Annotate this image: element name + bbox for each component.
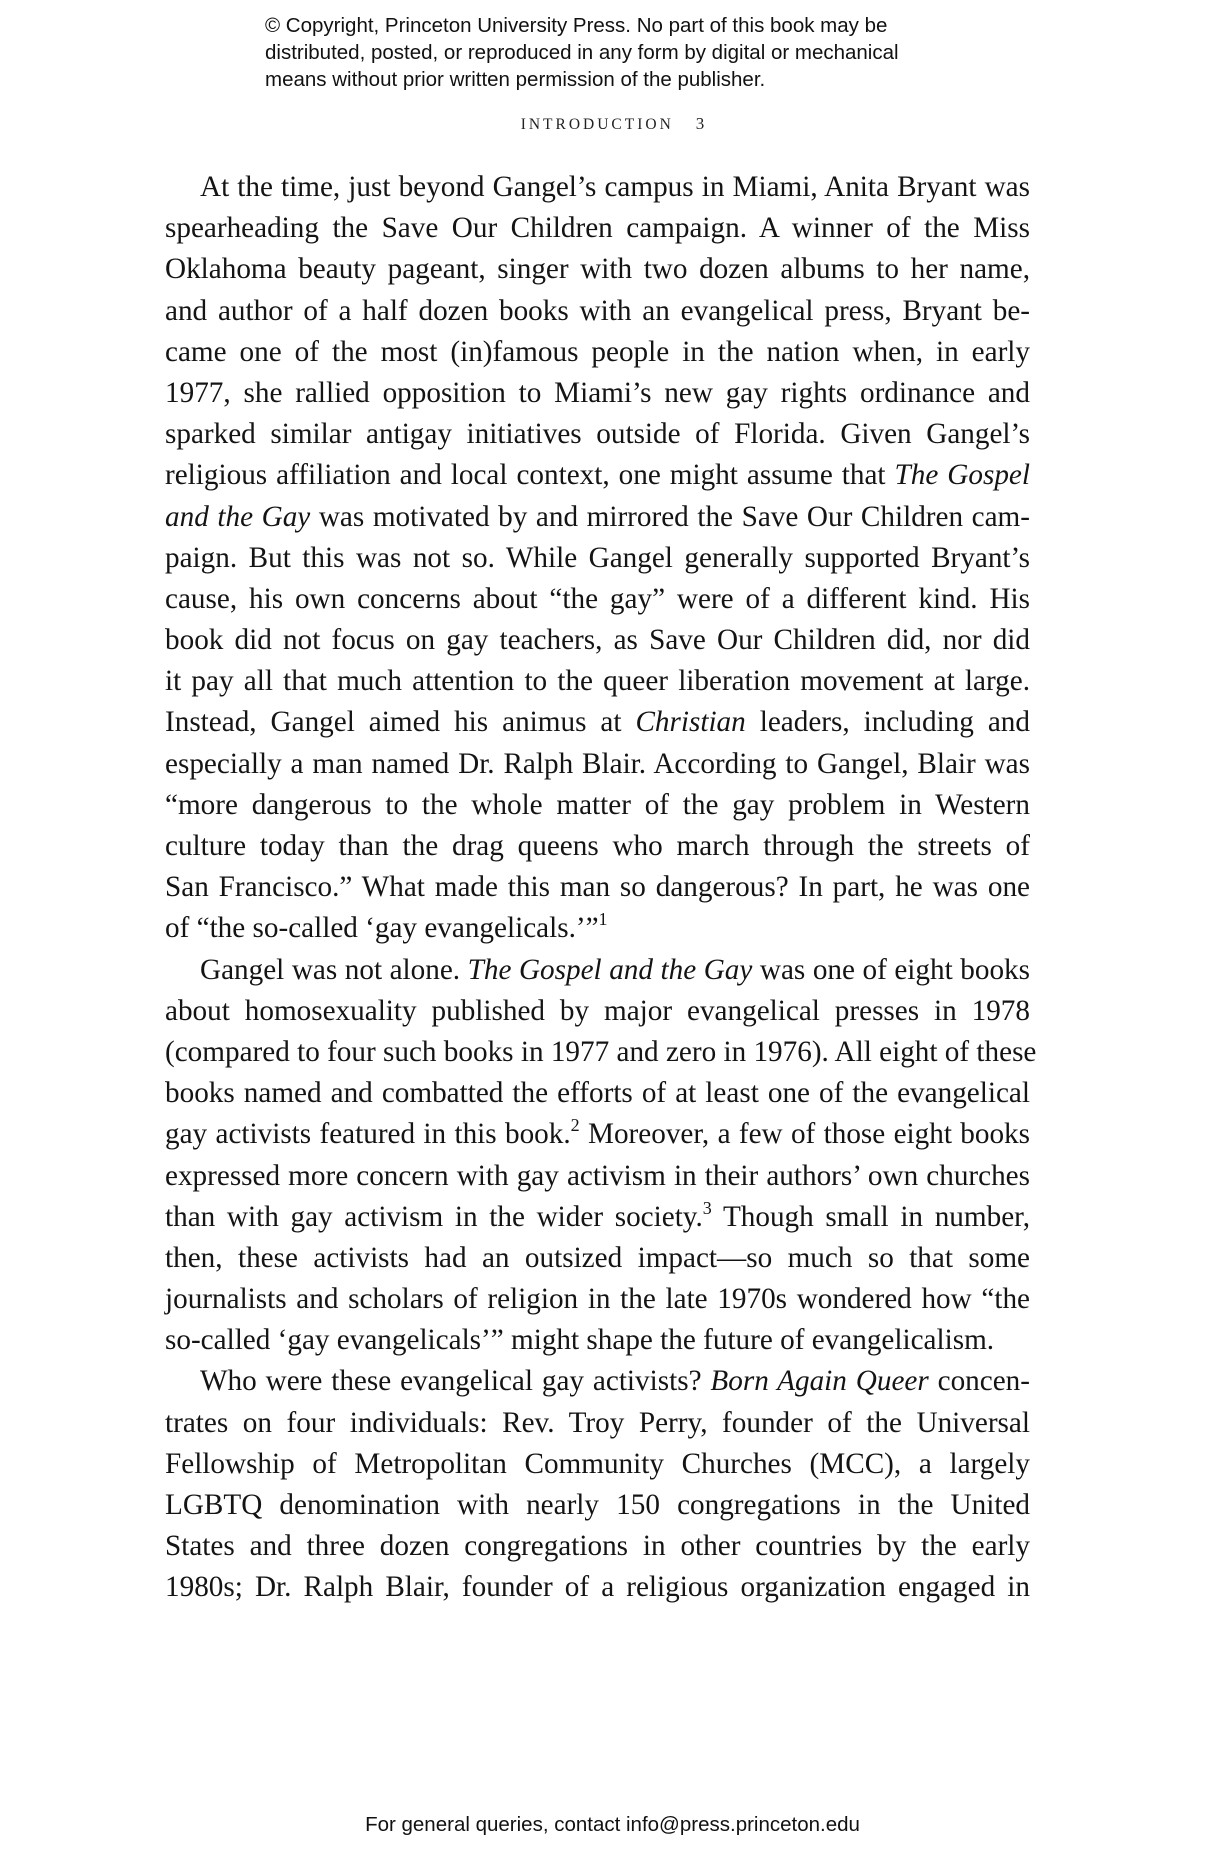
copyright-line: means without prior written permission of the publisher. — [265, 68, 766, 91]
footer-contact: For general queries, contact info@press.princeton.edu — [365, 1813, 860, 1836]
text-line: Fellowship of Metropolitan Community Churches (MCC), a largely — [165, 1447, 1030, 1480]
footnote-marker[interactable]: 1 — [598, 909, 608, 930]
text-line: Instead, Gangel aimed his animus at Christian leaders, including and — [165, 706, 1030, 739]
text-line: sparked similar antigay initiatives outside of Florida. Given Gangel’s — [165, 418, 1030, 451]
text-line: and the Gay was motivated by and mirrored the Save Our Children cam- — [165, 500, 1030, 533]
text-line: Gangel was not alone. The Gospel and the Gay was one of eight books — [200, 953, 1030, 986]
copyright-line: © Copyright, Princeton University Press. No part of this book may be — [265, 14, 888, 37]
book-title: Born Again Queer — [710, 1365, 929, 1398]
footnote-marker[interactable]: 3 — [702, 1197, 712, 1218]
text-line: it pay all that much attention to the queer liberation movement at large. — [165, 665, 1030, 698]
text-line: gay activists featured in this book.$^2$ Moreover, a few of those eight books — [165, 1115, 1031, 1151]
text-line: than with gay activism in the wider society.$^3$ Though small in number, — [165, 1197, 1030, 1233]
emphasis: Christian — [635, 706, 746, 739]
text-line: about homosexuality published by major evangelical presses in 1978 — [165, 994, 1030, 1027]
text-line: so-called ‘gay evangelicals’” might shape the future of evangelicalism. — [165, 1324, 995, 1357]
text-line: especially a man named Dr. Ralph Blair. According to Gangel, Blair was — [165, 747, 1030, 780]
running-head — [0, 114, 1225, 134]
text-line: Who were these evangelical gay activists? Born Again Queer concen- — [200, 1365, 1030, 1398]
book-title: and the Gay — [165, 500, 311, 533]
copyright-notice — [265, 12, 1005, 93]
text-line: States and three dozen congregations in other countries by the early — [165, 1530, 1030, 1563]
text-line: culture today than the drag queens who march through the streets of — [165, 830, 1030, 862]
footnote-marker[interactable]: 2 — [570, 1115, 580, 1136]
text-line: At the time, just beyond Gangel’s campus in Miami, Anita Bryant was — [200, 171, 1030, 203]
text-line: books named and combatted the efforts of at least one of the evangelical — [165, 1077, 1030, 1110]
text-line: 1980s; Dr. Ralph Blair, founder of a religious organization engaged in — [165, 1571, 1030, 1604]
book-title: The Gospel — [894, 459, 1030, 492]
text-line: Oklahoma beauty pageant, singer with two dozen albums to her name, — [165, 253, 1030, 286]
text-line: San Francisco.” What made this man so dangerous? In part, he was one — [165, 871, 1030, 904]
text-line: spearheading the Save Our Children campaign. A winner of the Miss — [165, 212, 1030, 245]
text-line: religious affiliation and local context, one might assume that The Gospel — [165, 459, 1030, 492]
text-line: trates on four individuals: Rev. Troy Perry, founder of the Universal — [165, 1406, 1030, 1439]
text-line: journalists and scholars of religion in the late 1970s wondered how “the — [165, 1283, 1030, 1316]
text-line: then, these activists had an outsized impact—so much so that some — [165, 1241, 1030, 1274]
text-line: book did not focus on gay teachers, as Save Our Children did, nor did — [165, 624, 1030, 657]
text-line: (compared to four such books in 1977 and zero in 1976). All eight of these — [165, 1035, 1037, 1068]
copyright-line: distributed, posted, or reproduced in any form by digital or mechanical — [265, 41, 899, 64]
body-text — [165, 167, 1037, 1609]
page-number: 3 — [695, 114, 705, 133]
text-line: and author of a half dozen books with an evangelical press, Bryant be- — [165, 294, 1030, 327]
text-line: paign. But this was not so. While Gangel generally supported Bryant’s — [165, 541, 1030, 574]
text-line: cause, his own concerns about “the gay” were of a different kind. His — [165, 582, 1030, 615]
text-line: of “the so-called ‘gay evangelicals.’”$^1$ — [165, 909, 608, 945]
running-head-title: INTRODUCTION — [520, 116, 674, 133]
text-line: 1977, she rallied opposition to Miami’s new gay rights ordinance and — [165, 376, 1030, 409]
text-line: expressed more concern with gay activism in their authors’ own churches — [165, 1159, 1030, 1192]
text-line: came one of the most (in)famous people in the nation when, in early — [165, 335, 1030, 368]
book-title: The Gospel and the Gay — [467, 953, 753, 986]
text-line: LGBTQ denomination with nearly 150 congregations in the United — [165, 1489, 1030, 1521]
text-line: “more dangerous to the whole matter of the gay problem in Western — [165, 788, 1030, 821]
